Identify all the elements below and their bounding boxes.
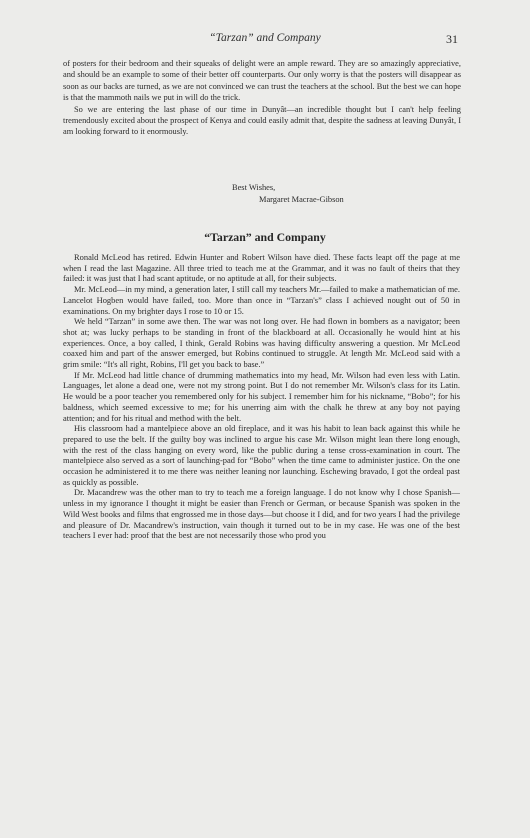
article-paragraph: If Mr. McLeod had little chance of drumming mathematics into my head, Mr. Wilson had even less with Latin. Languages, let alone a dead one, were not my strong point. But I do not remember Mr. Wilson's class for its Latin. He would be a poor teacher you remembered only for his subject. I remember him for his nickname, “Bobo”; for his baldness, which seemed excessive to me; for his unerring aim with the chalk he threw at any boy not paying attention; and for his ritual and method with the belt. (63, 369, 460, 423)
running-head (0, 32, 530, 48)
letter-closing: Best Wishes, (232, 183, 276, 192)
letter-paragraph: So we are entering the last phase of our time in Dunyât—an incredible thought but I can't help feeling tremendously excited about the prospect of Kenya and could easily admit that, despite the sadness at leaving Dunyât, I am looking forward to it enormously. (63, 104, 461, 137)
article-paragraph: Dr. Macandrew was the other man to try to teach me a foreign language. I do not know why I chose Spanish—unless in my ignorance I thought it might be easier than French or German, or because Spanish was spoken in the Wild West books and films that engrossed me in those days—but choose it I did, and for two years I had the privilege and pleasure of Dr. Macandrew's instruction, vain though it turned out to be in my case. He was one of the best teachers I ever had: proof that the best are not necessarily those who prod you (63, 487, 460, 541)
article-body (63, 252, 460, 541)
letter-signoff (232, 182, 344, 206)
article-title: “Tarzan” and Company (204, 230, 326, 244)
article-paragraph: His classroom had a mantelpiece above an old fireplace, and it was his habit to lean back against this while he prepared to use the belt. If the guilty boy was inclined to argue his case Mr. Wilson might lean there long enough, with the rest of the class hanging on every word, like the public during a tense cross-examination in court. The mantelpiece also served as a sort of launching-pad for “Bobo” when the time came to administer justice. On the one occasion he administered it to me there was neither leaning nor launching. Eschewing bravado, I got the ordeal past as quickly as possible. (63, 423, 460, 487)
article-paragraph: We held “Tarzan” in some awe then. The war was not long over. He had flown in bombers as a navigator; been shot at; was lucky perhaps to be standing in front of the blackboard at all. Occasionally he would hint at his experiences. Once, a boy called, I think, Gerald Robins was having difficulty answering a question. Mr McLeod coaxed him and part of the answer emerged, but Robins continued to struggle. At length Mr. McLeod said with a grim smile: “It's all right, Robins, I'll get you back to base.” (63, 316, 460, 370)
page-number: 31 (446, 32, 458, 46)
letter-signature: Margaret Macrae-Gibson (259, 195, 344, 204)
running-title: “Tarzan” and Company (209, 32, 321, 44)
letter-body (63, 58, 461, 138)
article-paragraph: Ronald McLeod has retired. Edwin Hunter and Robert Wilson have died. These facts leapt off the page at me when I read the last Magazine. All three tried to teach me at the Grammar, and it was no fault of theirs that they failed: it was just that I had scant aptitude, or no aptitude at all, for their subjects. (63, 252, 460, 284)
article-paragraph: Mr. McLeod—in my mind, a generation later, I still call my teachers Mr.—failed to make a mathematician of me. Lancelot Hogben would have failed, too. More than once in “Tarzan's” class I achieved nought out of 50 in examinations. On my brighter days I rose to 10 or 15. (63, 284, 460, 316)
letter-paragraph: of posters for their bedroom and their squeaks of delight were an ample reward. They are so amazingly appreciative, and should be an example to some of their better off counterparts. Our only worry is that the posters will disappear as soon as our backs are turned, as we are not convinced we can trust the teachers at the school. But the best we can hope is that the mammoth nails we put in will do the trick. (63, 59, 461, 103)
